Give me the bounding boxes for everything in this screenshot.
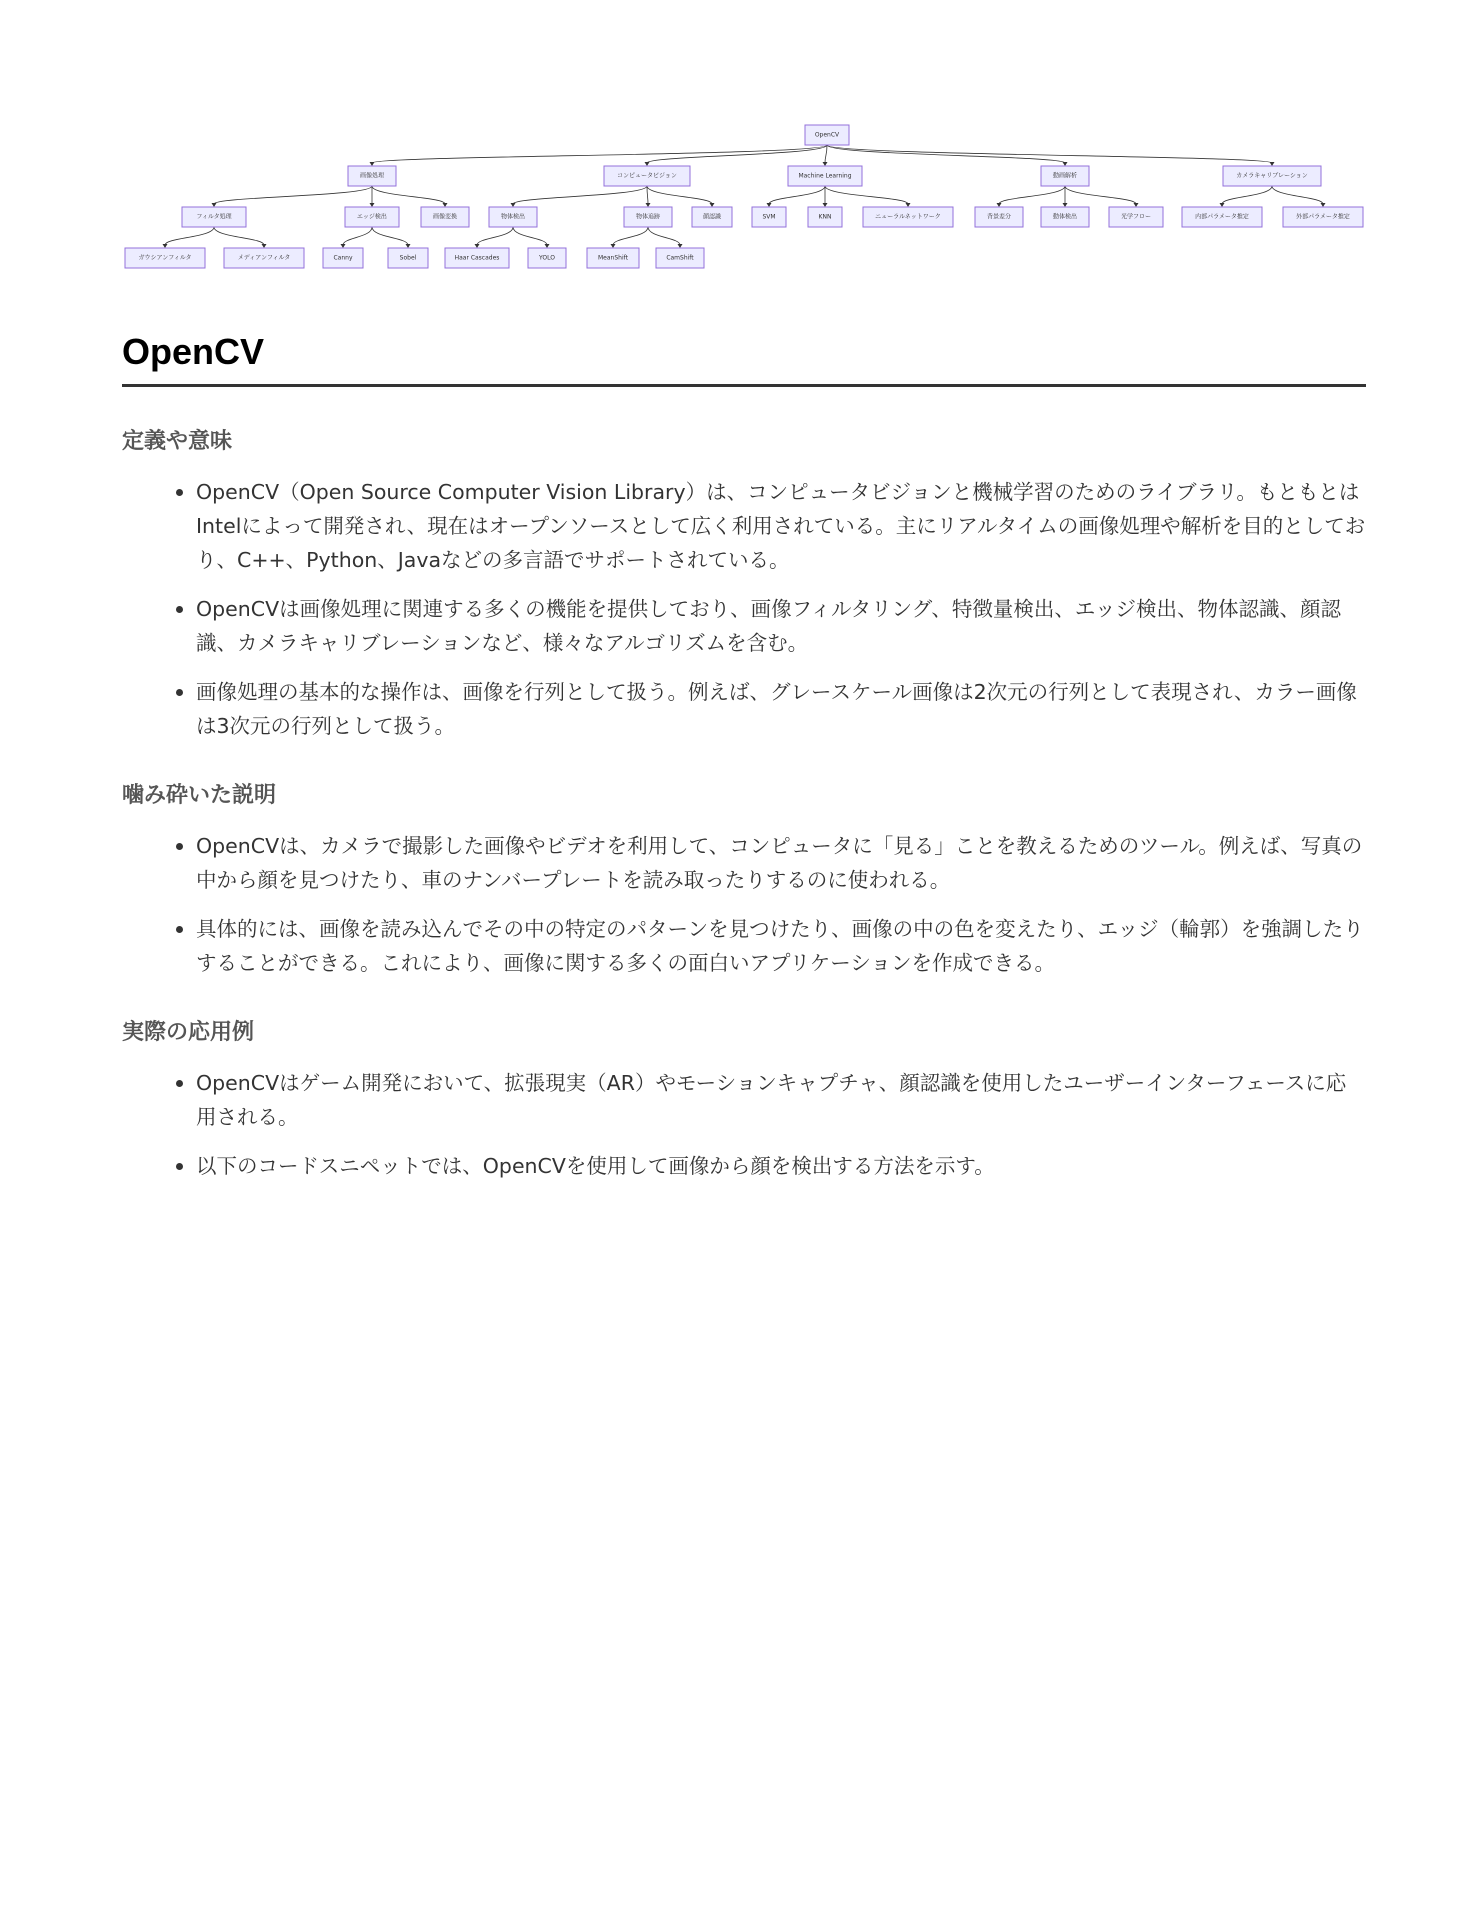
diagram-arrowhead bbox=[823, 162, 828, 166]
section-heading-definition: 定義や意味 bbox=[122, 429, 233, 454]
section-definition bbox=[122, 427, 1366, 743]
diagram-node-label: 光学フロー bbox=[1120, 213, 1152, 221]
diagram-node-yolo bbox=[528, 248, 566, 268]
diagram-node-median bbox=[224, 248, 304, 268]
diagram-edge bbox=[999, 186, 1065, 204]
diagram-arrowhead bbox=[1220, 203, 1225, 207]
diagram-node-label: 背景差分 bbox=[986, 213, 1012, 221]
diagram-arrowhead bbox=[767, 203, 772, 207]
diagram-node-label: Haar Cascades bbox=[454, 254, 500, 262]
diagram-arrowhead bbox=[997, 203, 1002, 207]
diagram-arrowhead bbox=[443, 203, 448, 207]
diagram-arrowhead bbox=[1134, 203, 1139, 207]
diagram-arrowhead bbox=[1270, 162, 1275, 166]
diagram-node-haar bbox=[445, 248, 509, 268]
diagram-edge bbox=[513, 227, 547, 245]
diagram-node-label: ニューラルネットワーク bbox=[875, 213, 941, 221]
diagram-node-label: CamShift bbox=[666, 254, 694, 262]
diagram-node-label: カメラキャリブレーション bbox=[1236, 172, 1308, 180]
diagram-node-cv bbox=[604, 166, 690, 186]
diagram-node-label: MeanShift bbox=[598, 254, 628, 262]
diagram-node-label: 画像変換 bbox=[432, 213, 458, 221]
diagram-arrowhead bbox=[710, 203, 715, 207]
diagram-arrowhead bbox=[1063, 162, 1068, 166]
section-applications bbox=[122, 1018, 1366, 1183]
diagram-node-knn bbox=[808, 207, 842, 227]
diagram-node-label: 物体追跡 bbox=[635, 213, 661, 221]
diagram-node-nn bbox=[863, 207, 953, 227]
diagram-edge bbox=[825, 186, 908, 204]
diagram-arrowhead bbox=[475, 244, 480, 248]
diagram-node-motion bbox=[1041, 207, 1089, 227]
diagram-arrowhead bbox=[511, 203, 516, 207]
diagram-arrowhead bbox=[906, 203, 911, 207]
diagram-edge bbox=[613, 227, 648, 245]
diagram-node-label: 顔認識 bbox=[702, 213, 722, 221]
diagram-edge bbox=[827, 145, 1065, 163]
diagram-edge bbox=[343, 227, 372, 245]
list-item: 具体的には、画像を読み込んでその中の特定のパターンを見つけたり、画像の中の色を変えたり、エッジ（輪郭）を強調したりすることができる。これにより、画像に関する多くの面白いアプリケーションを作成できる。 bbox=[196, 912, 1366, 980]
diagram-edge bbox=[647, 145, 827, 163]
diagram-node-label: ガウシアンフィルタ bbox=[138, 254, 192, 262]
diagram-node-label: フィルタ処理 bbox=[196, 213, 232, 221]
diagram-nodes bbox=[125, 125, 1363, 268]
diagram-node-imgproc bbox=[348, 166, 396, 186]
diagram-edge bbox=[165, 227, 214, 245]
diagram-arrowhead bbox=[262, 244, 267, 248]
diagram-edge bbox=[647, 186, 712, 204]
diagram-edge bbox=[513, 186, 647, 204]
diagram-edge bbox=[1272, 186, 1323, 204]
diagram-node-filter bbox=[182, 207, 246, 227]
diagram-node-opencv bbox=[805, 125, 849, 145]
diagram-node-label: 内部パラメータ推定 bbox=[1195, 213, 1249, 221]
diagram-edge bbox=[477, 227, 513, 245]
section-explanation bbox=[122, 781, 1366, 980]
diagram-arrowhead bbox=[611, 244, 616, 248]
diagram-arrowhead bbox=[678, 244, 683, 248]
diagram-arrowhead bbox=[370, 203, 375, 207]
diagram-node-label: 動画解析 bbox=[1052, 172, 1078, 180]
diagram-node-edge bbox=[345, 207, 399, 227]
list-item: OpenCVは、カメラで撮影した画像やビデオを利用して、コンピュータに「見る」ことを教えるためのツール。例えば、写真の中から顔を見つけたり、車のナンバープレートを読み取ったりするのに使われる。 bbox=[196, 829, 1366, 897]
diagram-node-calib bbox=[1223, 166, 1321, 186]
diagram-node-label: Canny bbox=[333, 254, 353, 262]
diagram-node-label: 動体検出 bbox=[1052, 213, 1078, 221]
opencv-mindmap-diagram bbox=[0, 0, 1484, 290]
diagram-edge bbox=[1065, 186, 1136, 204]
document-content bbox=[122, 330, 1366, 1198]
diagram-node-label: メディアンフィルタ bbox=[237, 254, 291, 262]
diagram-node-sobel bbox=[388, 248, 428, 268]
diagram-node-label: エッジ検出 bbox=[357, 213, 387, 221]
diagram-node-canny bbox=[323, 248, 363, 268]
list-item: OpenCVはゲーム開発において、拡張現実（AR）やモーションキャプチャ、顔認識を使用したユーザーインターフェースに応用される。 bbox=[196, 1066, 1366, 1134]
diagram-node-ml bbox=[788, 166, 862, 186]
diagram-edge bbox=[214, 186, 372, 204]
list-item: 以下のコードスニペットでは、OpenCVを使用して画像から顔を検出する方法を示す。 bbox=[196, 1149, 1366, 1183]
diagram-node-flow bbox=[1109, 207, 1163, 227]
diagram-arrowhead bbox=[1321, 203, 1326, 207]
diagram-node-label: コンピュータビジョン bbox=[617, 172, 677, 180]
page-title: OpenCV bbox=[122, 330, 1366, 387]
definition-list bbox=[122, 475, 1366, 743]
diagram-edges bbox=[163, 145, 1326, 248]
diagram-arrowhead bbox=[645, 162, 650, 166]
diagram-node-label: Machine Learning bbox=[798, 172, 852, 180]
list-item: 画像処理の基本的な操作は、画像を行列として扱う。例えば、グレースケール画像は2次元の行列として表現され、カラー画像は3次元の行列として扱う。 bbox=[196, 675, 1366, 743]
diagram-node-video bbox=[1041, 166, 1089, 186]
diagram-arrowhead bbox=[163, 244, 168, 248]
section-heading-explanation: 噛み砕いた説明 bbox=[122, 783, 277, 808]
diagram-node-extr bbox=[1283, 207, 1363, 227]
diagram-arrowhead bbox=[341, 244, 346, 248]
diagram-node-label: 外部パラメータ推定 bbox=[1296, 213, 1350, 221]
diagram-arrowhead bbox=[212, 203, 217, 207]
diagram-edge bbox=[1222, 186, 1272, 204]
diagram-edge bbox=[769, 186, 825, 204]
explanation-list bbox=[122, 829, 1366, 980]
diagram-edge bbox=[647, 186, 648, 204]
diagram-node-label: SVM bbox=[762, 213, 776, 221]
diagram-node-face bbox=[692, 207, 732, 227]
diagram-node-label: OpenCV bbox=[814, 131, 840, 139]
diagram-node-intr bbox=[1182, 207, 1262, 227]
diagram-arrowhead bbox=[406, 244, 411, 248]
diagram-arrowhead bbox=[545, 244, 550, 248]
diagram-arrowhead bbox=[370, 162, 375, 166]
diagram-edge bbox=[372, 227, 408, 245]
diagram-node-label: KNN bbox=[818, 213, 832, 221]
list-item: OpenCV（Open Source Computer Vision Library）は、コンピュータビジョンと機械学習のためのライブラリ。もともとはIntelによって開発され、現在はオープンソースとして広く利用されている。主にリアルタイムの画像処理や解析を目的としており、C++、Python、Javaなどの多言語でサポートされている。 bbox=[196, 475, 1366, 577]
diagram-node-label: 物体検出 bbox=[500, 213, 526, 221]
diagram-node-bgsub bbox=[975, 207, 1023, 227]
diagram-arrowhead bbox=[646, 203, 651, 207]
diagram-arrowhead bbox=[823, 203, 828, 207]
diagram-edge bbox=[214, 227, 264, 245]
diagram-node-gauss bbox=[125, 248, 205, 268]
diagram-node-transform bbox=[421, 207, 469, 227]
applications-list bbox=[122, 1066, 1366, 1183]
diagram-node-camshift bbox=[656, 248, 704, 268]
diagram-edge bbox=[372, 186, 445, 204]
diagram-node-label: Sobel bbox=[399, 254, 417, 262]
diagram-node-objdet bbox=[489, 207, 537, 227]
diagram-arrowhead bbox=[1063, 203, 1068, 207]
diagram-node-objtrack bbox=[624, 207, 672, 227]
diagram-node-label: 画像処理 bbox=[359, 172, 385, 180]
diagram-node-svm bbox=[752, 207, 786, 227]
diagram-node-label: YOLO bbox=[539, 254, 555, 262]
diagram-edge bbox=[648, 227, 680, 245]
section-heading-applications: 実際の応用例 bbox=[122, 1020, 255, 1045]
list-item: OpenCVは画像処理に関連する多くの機能を提供しており、画像フィルタリング、特徴量検出、エッジ検出、物体認識、顔認識、カメラキャリブレーションなど、様々なアルゴリズムを含む。 bbox=[196, 592, 1366, 660]
diagram-node-meanshift bbox=[587, 248, 639, 268]
diagram-edge bbox=[825, 145, 827, 163]
